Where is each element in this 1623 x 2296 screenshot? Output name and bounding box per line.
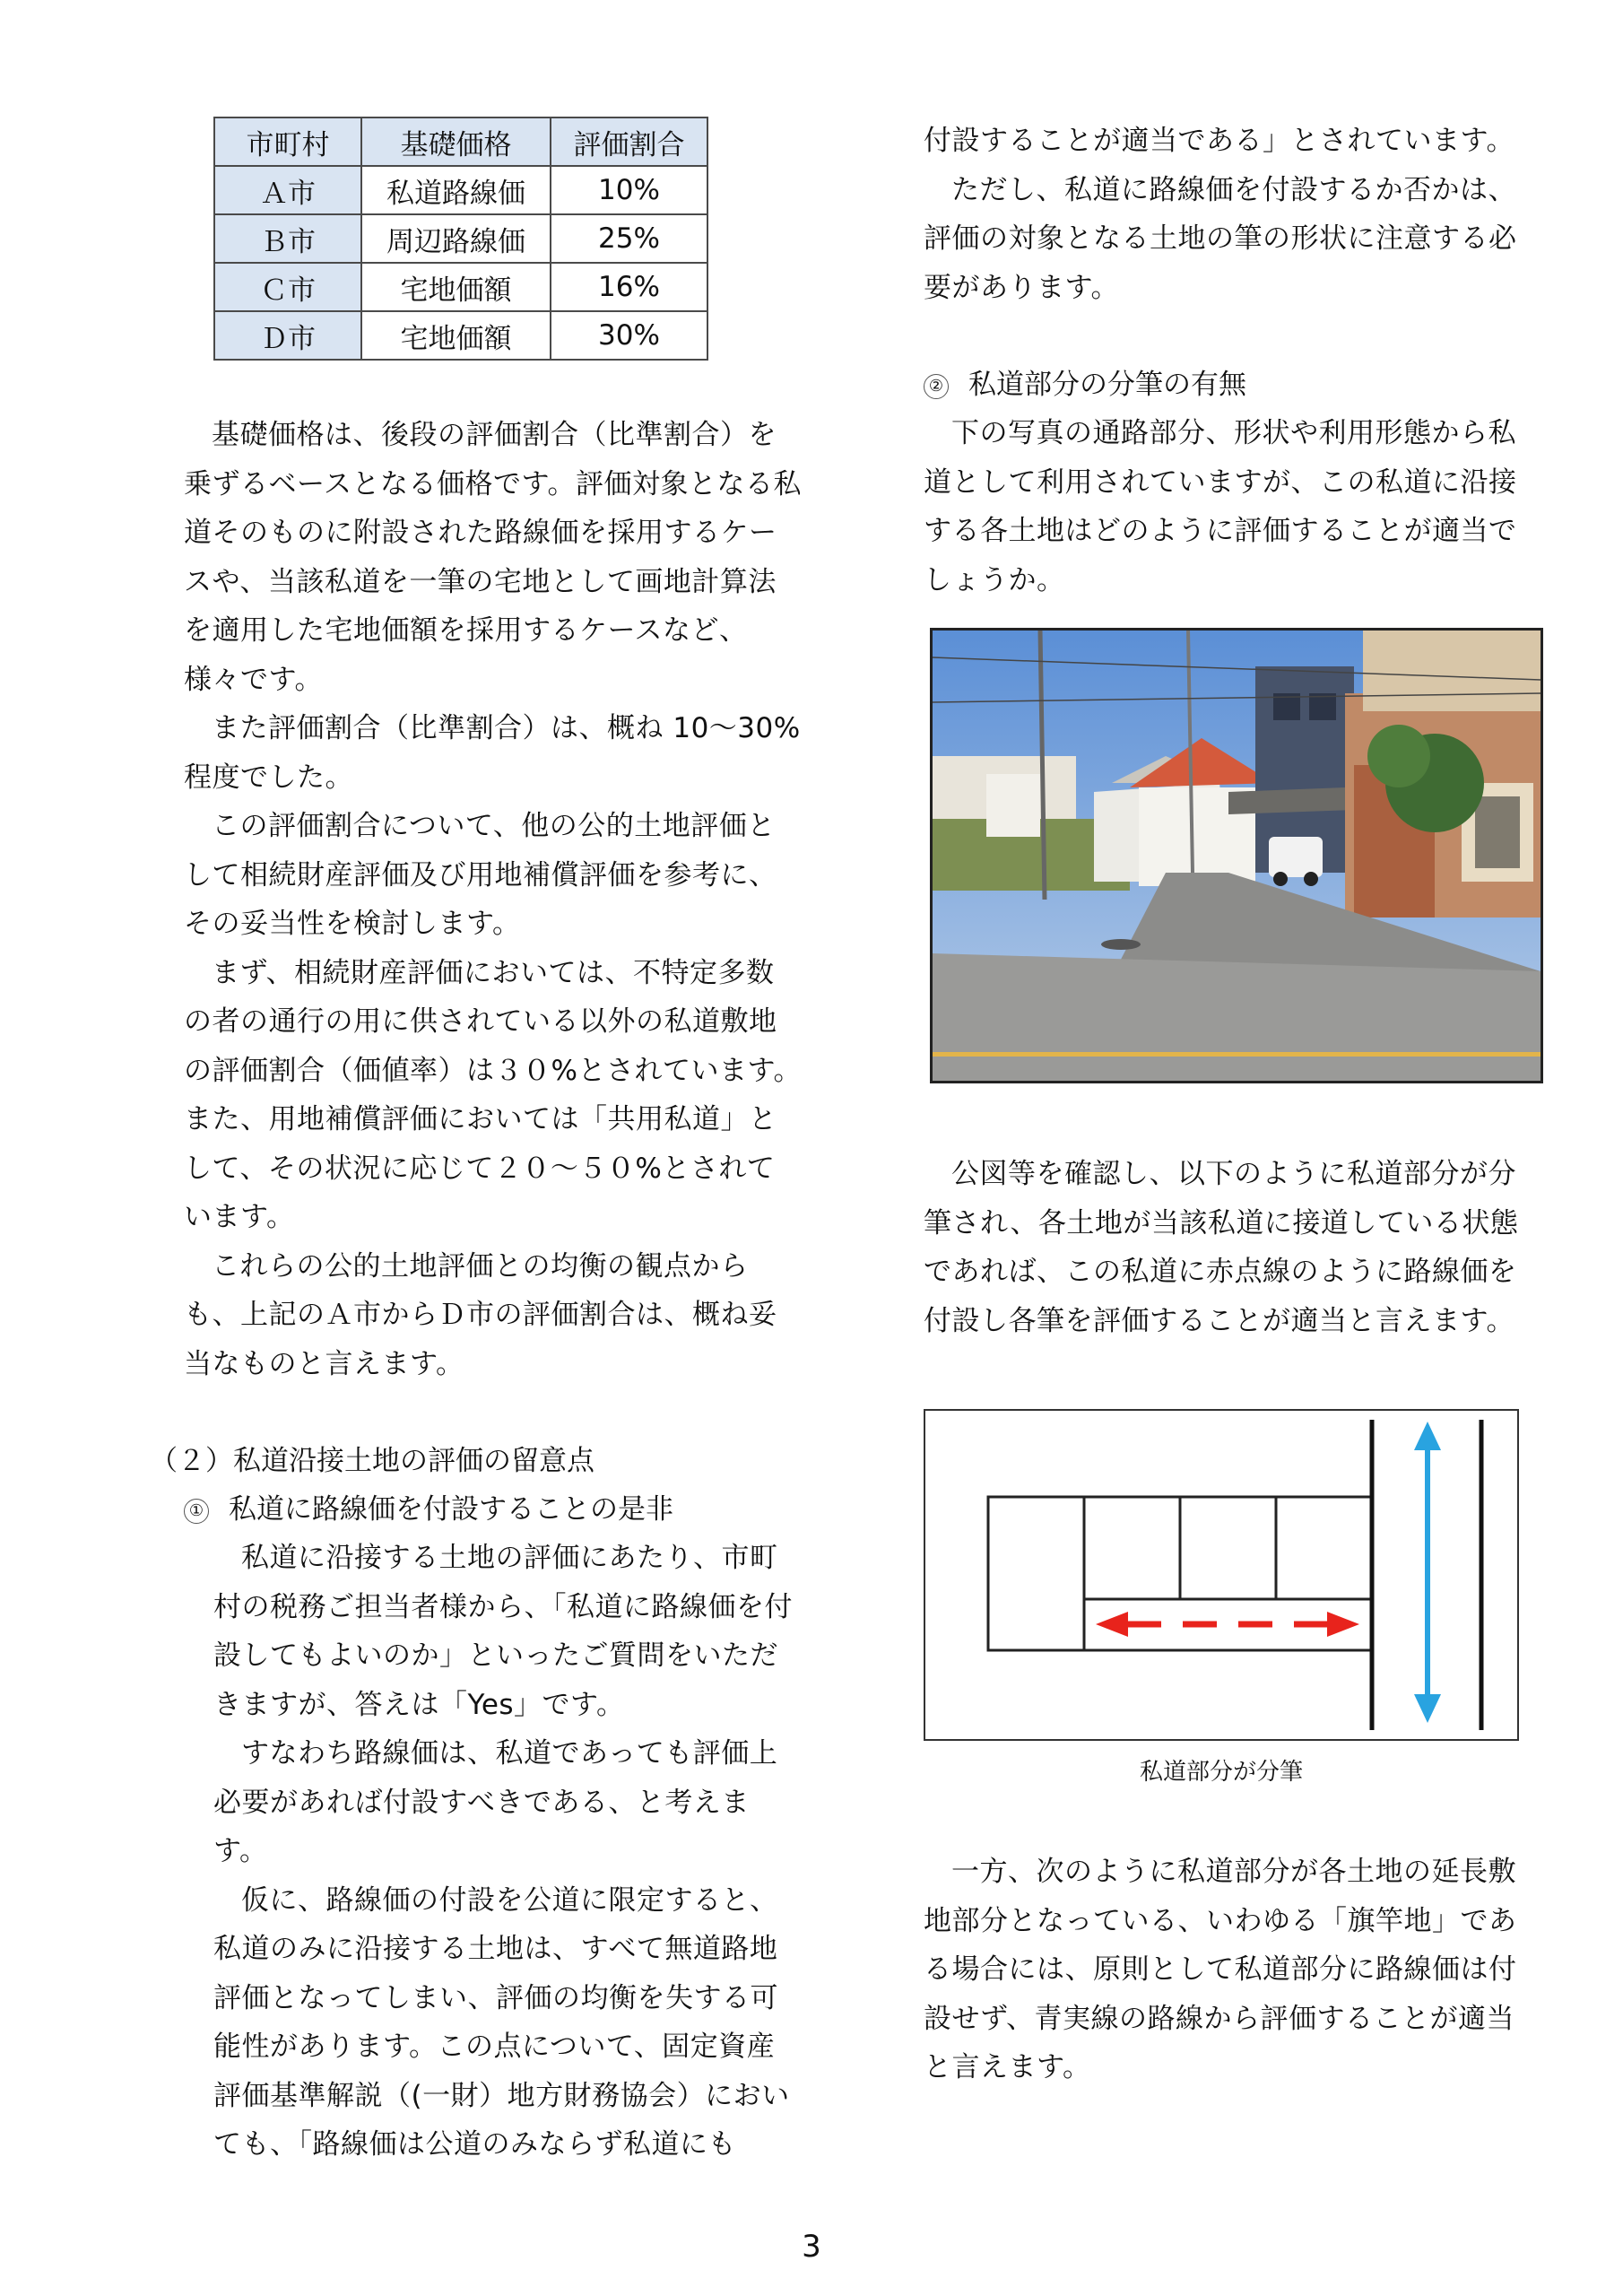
paragraph-ratio-range: また評価割合（比準割合）は、概ね 10～30%程度でした。 [184, 712, 801, 794]
paragraph-flag-lot: 一方、次のように私道部分が各土地の延長敷地部分となっている、いわゆる「旗竿地」である場合には、原則として私道部分に路線価は付設せず、青実線の路線から評価することが適当と言えます。 [924, 1856, 1517, 2083]
price-table [213, 117, 708, 361]
lot-diagram [924, 1409, 1519, 1741]
page-number: 3 [802, 2229, 821, 2265]
table-cell-base: 宅地価額 [361, 263, 551, 311]
table-cell-base: 宅地価額 [361, 311, 551, 360]
circled-number-1: ① [184, 1499, 209, 1524]
paragraph-answer: すなわち路線価は、私道であっても評価上必要があれば付設すべきである、と考えます。 [213, 1737, 778, 1867]
paragraph-caution: ただし、私道に路線価を付設するか否かは、評価の対象となる土地の筆の形状に注意する必要があります。 [924, 173, 1517, 304]
paragraph-subdivision: 公図等を確認し、以下のように私道部分が分筆され、各土地が当該私道に接道している状態であれば、この私道に赤点線のように路線価を付設し各筆を評価することが適当と言えます。 [924, 1158, 1519, 1337]
paragraph-base-price: 基礎価格は、後段の評価割合（比準割合）を乗ずるベースとなる価格です。評価対象となる私道そのものに附設された路線価を採用するケースや、当該私道を一筆の宅地として画地計算法を適用した宅地価額を採用するケースなど、様々です。 [184, 419, 802, 696]
table-cell-city: Ａ市 [214, 166, 361, 214]
subsection-heading-1 [184, 1485, 803, 1534]
table-row [214, 214, 707, 263]
paragraph-no-road: 仮に、路線価の付設を公道に限定すると、私道のみに沿接する土地は、すべて無道路地評価となってしまい、評価の均衡を失する可能性があります。この点について、固定資産評価基準解説（(一財）地方財務協会）においても、「路線価は公道のみならず私道にも [213, 1883, 790, 2161]
table-cell-city: Ｃ市 [214, 263, 361, 311]
table-cell-ratio: 25% [551, 214, 707, 263]
left-column [150, 117, 803, 2170]
lot-parcel [1276, 1497, 1372, 1599]
paragraph-continuation: 付設することが適当である」とされています。 [924, 125, 1515, 157]
table-cell-city: Ｂ市 [214, 214, 361, 263]
paragraph-inheritance: まず、相続財産評価においては、不特定多数の者の通行の用に供されている以外の私道敷地の評価割合（価値率）は３０%とされています。また、用地補償評価においては「共用私道」として、その状況に応じて２０～５０%とされています。 [184, 956, 802, 1233]
lot-parcel [1084, 1497, 1180, 1599]
blue-solid-arrow [1414, 1422, 1441, 1723]
table-cell-ratio: 10% [551, 166, 707, 214]
lot-parcel [1180, 1497, 1276, 1599]
subsection-heading-2 [924, 361, 1542, 409]
red-dashed-arrow [1096, 1612, 1359, 1637]
street-photo-illustration [933, 631, 1541, 1081]
lot-diagram-drawing [925, 1411, 1517, 1739]
table-cell-base: 周辺路線価 [361, 214, 551, 263]
paragraph-validity: この評価割合について、他の公的土地評価として相続財産評価及び用地補償評価を参考に、その妥当性を検討します。 [184, 810, 777, 940]
table-header-cell: 評価割合 [551, 117, 707, 166]
table-row [214, 166, 707, 214]
paragraph-photo-question: 下の写真の通路部分、形状や利用形態から私道として利用されていますが、この私道に沿接する各土地はどのように評価することが適当でしょうか。 [924, 417, 1517, 596]
table-cell-base: 私道路線価 [361, 166, 551, 214]
circled-number-2: ② [924, 374, 949, 399]
table-header-row [214, 117, 707, 166]
table-row [214, 263, 707, 311]
table-cell-ratio: 16% [551, 263, 707, 311]
table-header-cell: 市町村 [214, 117, 361, 166]
paragraph-question: 私道に沿接する土地の評価にあたり、市町村の税務ご担当者様から、「私道に路線価を付設してもよいのか」といったご質問をいただきますが、答えは「Yes」です。 [213, 1542, 793, 1721]
paragraph-balance: これらの公的土地評価との均衡の観点からも、上記のＡ市からＤ市の評価割合は、概ね妥当なものと言えます。 [184, 1249, 777, 1380]
subsection-title-2: 私道部分の分筆の有無 [968, 369, 1246, 401]
table-row [214, 311, 707, 360]
street-photo [930, 628, 1543, 1083]
table-header-cell: 基礎価格 [361, 117, 551, 166]
section-heading: （２）私道沿接土地の評価の留意点 [150, 1445, 595, 1477]
lot-parcel [988, 1497, 1084, 1650]
diagram-caption: 私道部分が分筆 [1139, 1759, 1303, 1786]
table-cell-city: Ｄ市 [214, 311, 361, 360]
subsection-title-1: 私道に路線価を付設することの是非 [229, 1493, 673, 1526]
table-cell-ratio: 30% [551, 311, 707, 360]
right-column [924, 117, 1542, 604]
